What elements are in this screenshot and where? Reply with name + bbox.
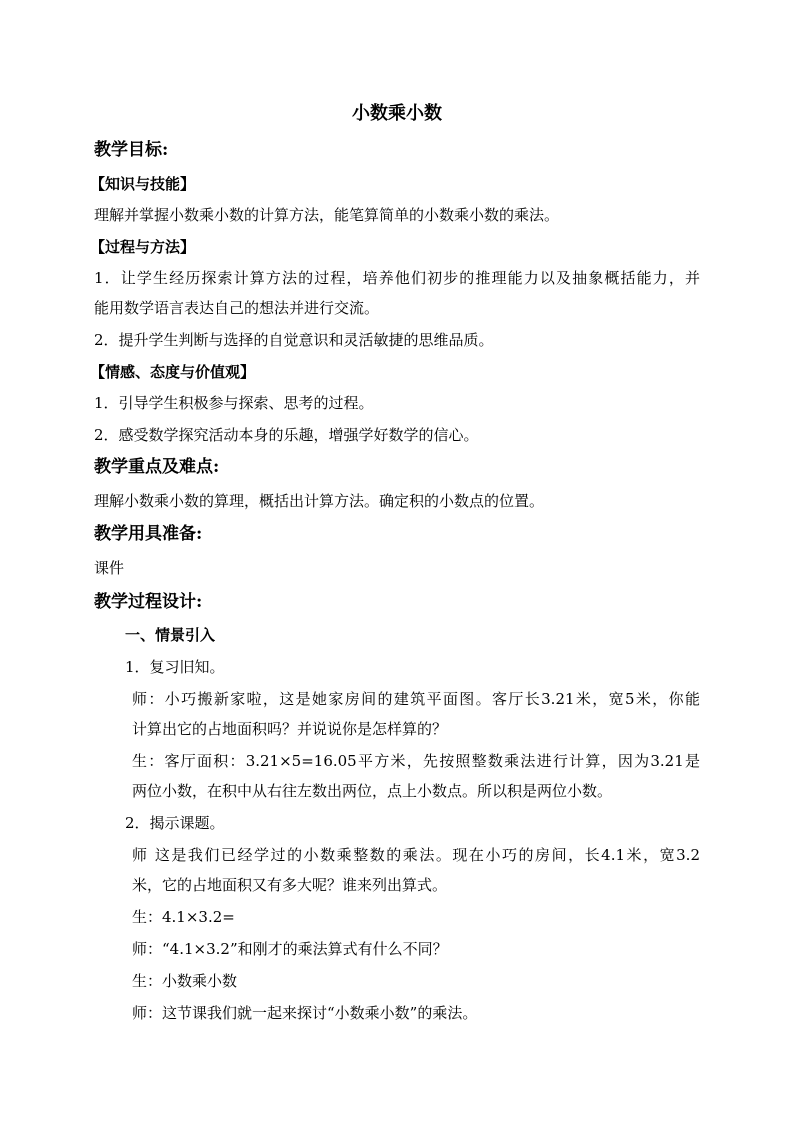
knowledge-heading: 【知识与技能】	[90, 175, 196, 193]
emotion-item1: 1．引导学生积极参与探索、思考的过程。	[94, 394, 374, 412]
process-item2: 2．提升学生判断与选择的自觉意识和灵活敏捷的思维品质。	[94, 331, 494, 349]
process-item1-line1: 1．让学生经历探索计算方法的过程，培养他们初步的推理能力以及抽象概括能力，并	[94, 269, 700, 287]
document-title: 小数乘小数	[352, 103, 442, 124]
emotion-heading: 【情感、态度与价值观】	[90, 363, 256, 381]
tools-text: 课件	[94, 559, 125, 577]
knowledge-text: 理解并掌握小数乘小数的计算方法，能笔算简单的小数乘小数的乘法。	[94, 206, 560, 224]
process-item1-line2: 能用数学语言表达自己的想法并进行交流。	[94, 299, 380, 317]
student3: 生：小数乘小数	[132, 972, 238, 990]
teacher4: 师：这节课我们就一起来探讨“小数乘小数”的乘法。	[132, 1004, 478, 1022]
section-intro-heading: 一、情景引入	[125, 626, 216, 644]
key-points-text: 理解小数乘小数的算理，概括出计算方法。确定积的小数点的位置。	[94, 492, 545, 510]
emotion-item2: 2．感受数学探究活动本身的乐趣，增强学好数学的信心。	[94, 426, 479, 444]
design-heading: 教学过程设计:	[94, 592, 203, 612]
objectives-heading: 教学目标:	[94, 140, 169, 160]
tools-heading: 教学用具准备:	[94, 524, 203, 544]
student2: 生：4.1×3.2=	[132, 908, 235, 926]
teacher2-line1: 师 这是我们已经学过的小数乘整数的乘法。现在小巧的房间，长4.1米，宽3.2	[132, 846, 700, 864]
student1-line1: 生：客厅面积：3.21×5=16.05平方米，先按照整数乘法进行计算，因为3.21是	[132, 752, 700, 770]
teacher2-line2: 米，它的占地面积又有多大呢？谁来列出算式。	[132, 876, 448, 894]
student1-line2: 两位小数，在积中从右往左数出两位，点上小数点。所以积是两位小数。	[132, 782, 613, 800]
step-review: 1．复习旧知。	[125, 658, 225, 676]
step-reveal-topic: 2．揭示课题。	[125, 814, 225, 832]
teacher1-line1: 师：小巧搬新家啦，这是她家房间的建筑平面图。客厅长3.21米，宽5米，你能	[132, 690, 700, 708]
teacher1-line2: 计算出它的占地面积吗？并说说你是怎样算的？	[132, 720, 448, 738]
process-heading: 【过程与方法】	[90, 238, 196, 256]
key-points-heading: 教学重点及难点:	[94, 457, 220, 477]
teacher3: 师：“4.1×3.2”和刚才的乘法算式有什么不同？	[132, 940, 448, 958]
